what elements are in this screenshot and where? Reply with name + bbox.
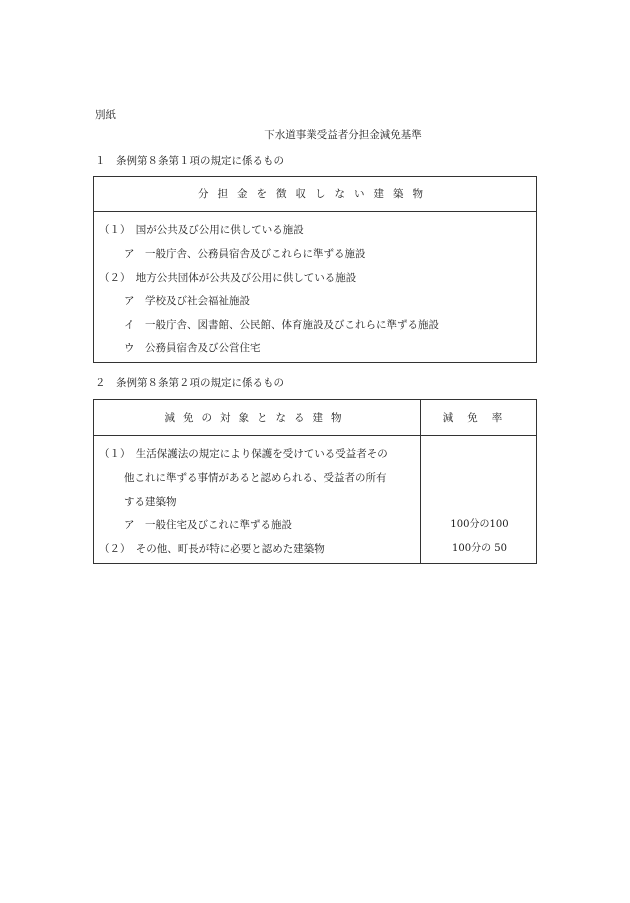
header-reduction-rate: 減免率 bbox=[442, 412, 517, 424]
sheet-label: 別紙 bbox=[95, 109, 116, 121]
exempt-buildings-table bbox=[93, 176, 537, 363]
reduction-table bbox=[93, 399, 537, 564]
reduction-table-header bbox=[94, 400, 536, 436]
reduction-item-1a: ア 一般住宅及びこれに準ずる施設 bbox=[124, 519, 292, 531]
exempt-item-2: （２） 地方公共団体が公共及び公用に供している施設 bbox=[99, 272, 357, 284]
exempt-item-2b: イ 一般庁舎、図書館、公民館、体育施設及びこれらに準ずる施設 bbox=[124, 319, 439, 331]
exempt-item-1: （１） 国が公共及び公用に供している施設 bbox=[99, 224, 304, 236]
reduction-item-1-line1: （１） 生活保護法の規定により保護を受けている受益者その bbox=[99, 448, 388, 460]
rate-item-1a: 100分の100 bbox=[450, 519, 509, 530]
reduction-item-1-line2: 他これに準ずる事情があると認められる、受益者の所有 bbox=[124, 472, 387, 484]
exempt-item-2c: ウ 公務員宿舎及び公営住宅 bbox=[124, 342, 261, 354]
exempt-item-1a: ア 一般庁舎、公務員宿舎及びこれらに準ずる施設 bbox=[124, 248, 366, 260]
document-title: 下水道事業受益者分担金減免基準 bbox=[264, 129, 422, 141]
section2-heading: ２ 条例第８条第２項の規定に係るもの bbox=[95, 377, 284, 389]
exempt-item-2a: ア 学校及び社会福祉施設 bbox=[124, 295, 250, 307]
column-divider bbox=[420, 400, 421, 563]
reduction-item-2: （２） その他、町長が特に必要と認めた建築物 bbox=[99, 543, 325, 555]
reduction-item-1-line3: する建築物 bbox=[124, 496, 177, 508]
exempt-table-header bbox=[94, 177, 536, 212]
section1-heading: １ 条例第８条第１項の規定に係るもの bbox=[95, 155, 284, 167]
header-target-building: 減免の対象となる建物 bbox=[164, 412, 350, 424]
exempt-table-header-text: 分担金を徴収しない建築物 bbox=[198, 188, 432, 200]
rate-item-2: 100分の 50 bbox=[452, 543, 507, 554]
